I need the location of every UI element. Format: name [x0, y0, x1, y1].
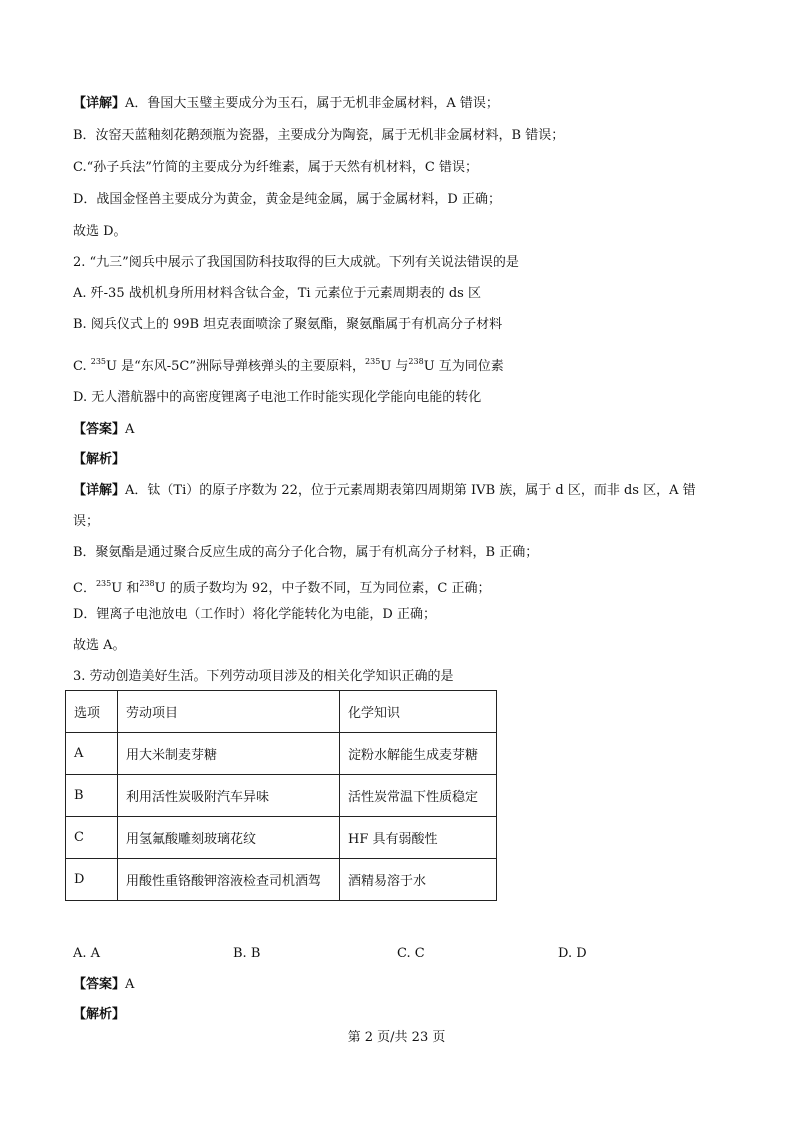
- q2-detail-c-prefix: C．: [73, 581, 96, 596]
- q2-detail-a: [73, 481, 733, 501]
- answer-tag: 【答案】: [73, 422, 126, 437]
- table-cell: 用氢氟酸雕刻玻璃花纹: [118, 817, 340, 859]
- table-row: [66, 859, 497, 901]
- q2-detail-c-text-2: U 的质子数均为 92，中子数不同，互为同位素，C 正确；: [154, 581, 491, 596]
- q3-option-c: C. C: [397, 946, 425, 961]
- table-cell: 用大米制麦芽糖: [118, 733, 340, 775]
- table-header-cell: 选项: [66, 691, 118, 733]
- q3-option-d: D. D: [558, 946, 587, 961]
- q3-option-a: A. A: [73, 946, 101, 961]
- answer-tag: 【答案】: [73, 977, 126, 992]
- q2-option-c-text-1: U 是“东风-5C”洲际导弹核弹头的主要原料，: [106, 359, 366, 374]
- q2-option-c-text-3: U 互为同位素: [423, 359, 504, 374]
- table-cell: B: [66, 775, 118, 817]
- q3-stem: 3. 劳动创造美好生活。下列劳动项目涉及的相关化学知识正确的是: [73, 669, 454, 684]
- q2-stem: 2. “九三”阅兵中展示了我国国防科技取得的巨大成就。下列有关说法错误的是: [73, 255, 519, 270]
- q3-analysis-tag: [73, 1005, 733, 1025]
- table-header-cell: 化学知识: [340, 691, 497, 733]
- q2-detail-b: B．聚氨酯是通过聚合反应生成的高分子化合物，属于有机高分子材料，B 正确；: [73, 545, 539, 560]
- table-cell: HF 具有弱酸性: [340, 817, 497, 859]
- table-cell: 酒精易溶于水: [340, 859, 497, 901]
- q2-option-d: D. 无人潜航器中的高密度锂离子电池工作时能实现化学能向电能的转化: [73, 390, 482, 405]
- q2-detail-c-text-1: U 和: [111, 581, 140, 596]
- mass-number-235: 235: [365, 357, 381, 366]
- q2-detail-a-line2: 误；: [73, 514, 100, 529]
- q2-answer: [73, 420, 733, 440]
- table-cell: 淀粉水解能生成麦芽糖: [340, 733, 497, 775]
- table-cell: 活性炭常温下性质稳定: [340, 775, 497, 817]
- q1-conclusion: 故选 D。: [73, 224, 127, 239]
- table-cell: 用酸性重铬酸钾溶液检查司机酒驾: [118, 859, 340, 901]
- labor-table: [65, 690, 497, 901]
- mass-number-235: 235: [90, 357, 107, 366]
- mass-number-238: 238: [408, 357, 424, 366]
- q2-option-c: [73, 352, 733, 377]
- table-row: [66, 775, 497, 817]
- q1-detail-a-text: A．鲁国大玉璧主要成分为玉石，属于无机非金属材料，A 错误；: [125, 96, 499, 111]
- q2-option-c-prefix: C.: [73, 359, 91, 374]
- table-cell: C: [66, 817, 118, 859]
- table-header-row: [66, 691, 497, 733]
- q2-detail-d: D．锂离子电池放电（工作时）将化学能转化为电能，D 正确；: [73, 607, 436, 622]
- detail-tag: 【详解】: [73, 483, 126, 498]
- table-header-cell: 劳动项目: [118, 691, 340, 733]
- q2-option-b: B. 阅兵仪式上的 99B 坦克表面喷涂了聚氨酯，聚氨酯属于有机高分子材料: [73, 317, 503, 332]
- q2-option-a: A. 歼-35 战机机身所用材料含钛合金，Ti 元素位于元素周期表的 ds 区: [73, 286, 481, 301]
- analysis-tag: 【解析】: [73, 1007, 126, 1022]
- page-footer: 第 2 页/共 23 页: [347, 1030, 446, 1045]
- q1-detail-c: C.“孙子兵法”竹简的主要成分为纤维素，属于天然有机材料，C 错误；: [73, 160, 478, 175]
- q1-detail-a: [73, 94, 733, 114]
- q2-detail-c: [73, 574, 733, 599]
- table-cell: 利用活性炭吸附汽车异味: [118, 775, 340, 817]
- q3-answer-value: A: [125, 977, 135, 992]
- mass-number-235: 235: [95, 579, 112, 588]
- analysis-tag: 【解析】: [73, 452, 126, 467]
- table-cell: A: [66, 733, 118, 775]
- q2-option-c-text-2: U 与: [380, 359, 409, 374]
- table-row: [66, 733, 497, 775]
- q2-answer-value: A: [125, 422, 135, 437]
- mass-number-238: 238: [139, 579, 155, 588]
- q1-detail-b: B．汝窑天蓝釉刻花鹅颈瓶为瓷器，主要成分为陶瓷，属于无机非金属材料，B 错误；: [73, 128, 565, 143]
- q2-analysis-tag: [73, 450, 733, 470]
- table-cell: D: [66, 859, 118, 901]
- q2-conclusion: 故选 A。: [73, 638, 126, 653]
- q3-answer: [73, 975, 733, 995]
- q2-detail-a-line1: A．钛（Ti）的原子序数为 22，位于元素周期表第四周期第 IVB 族，属于 d 区，而非 ds 区，A 错: [125, 483, 696, 498]
- detail-tag: 【详解】: [73, 96, 126, 111]
- q3-option-b: B. B: [233, 946, 261, 961]
- q1-detail-d: D．战国金怪兽主要成分为黄金，黄金是纯金属，属于金属材料，D 正确；: [73, 192, 501, 207]
- table-row: [66, 817, 497, 859]
